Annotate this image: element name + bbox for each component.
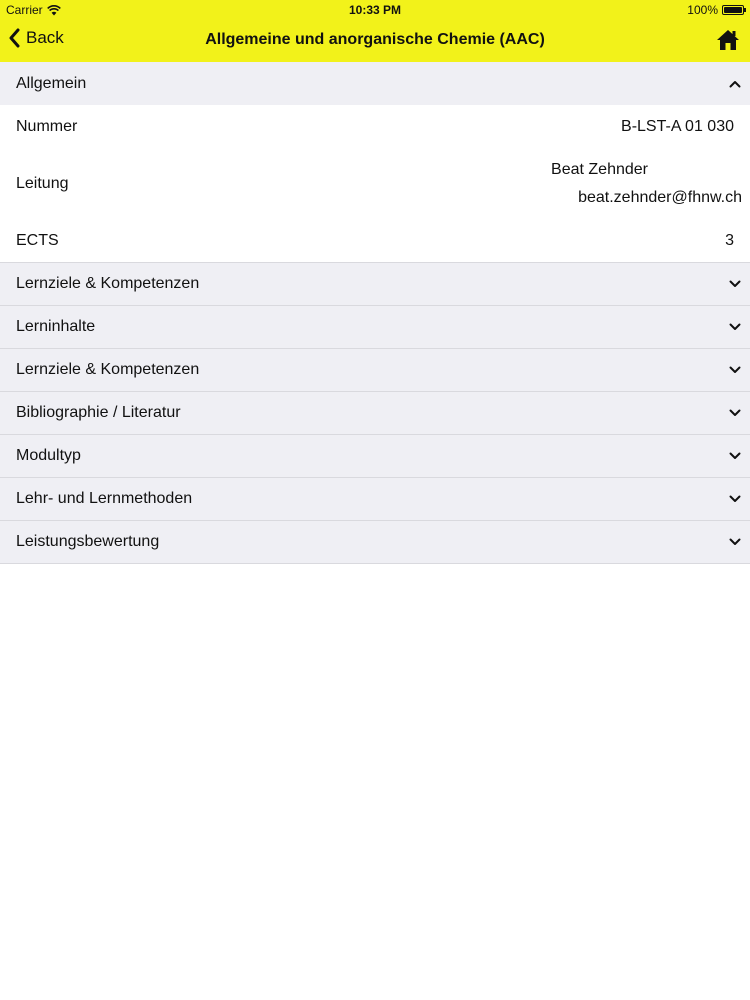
nummer-value: B-LST-A 01 030 <box>621 118 734 135</box>
ects-value: 3 <box>725 231 734 249</box>
status-time: 10:33 PM <box>348 3 402 17</box>
section-header-allgemein[interactable] <box>0 62 750 105</box>
top-bar <box>0 0 750 62</box>
section-header-leistungsbewertung[interactable] <box>0 521 750 564</box>
navigation-bar <box>0 20 750 62</box>
back-label: Back <box>26 28 64 47</box>
chevron-down-icon <box>729 280 741 288</box>
section-label: Lehr- und Lernmethoden <box>16 490 193 507</box>
section-header-lehrmethoden[interactable] <box>0 478 750 521</box>
section-label: Modultyp <box>16 447 81 464</box>
chevron-down-icon <box>729 366 741 374</box>
chevron-down-icon <box>729 452 741 460</box>
nummer-label: Nummer <box>16 118 78 135</box>
detail-row-ects <box>0 219 750 263</box>
home-icon[interactable] <box>716 28 740 52</box>
detail-row-leitung <box>0 149 750 219</box>
battery-icon <box>722 5 744 15</box>
status-right <box>687 3 744 17</box>
chevron-down-icon <box>729 409 741 417</box>
section-label: Bibliographie / Literatur <box>16 404 181 421</box>
chevron-down-icon <box>729 538 741 546</box>
chevron-down-icon <box>729 495 741 503</box>
section-header-lerninhalte[interactable] <box>0 306 750 349</box>
leitung-values <box>551 161 742 207</box>
detail-row-nummer <box>0 105 750 149</box>
section-header-bibliographie[interactable] <box>0 392 750 435</box>
chevron-down-icon <box>729 323 741 331</box>
section-label: Lernziele & Kompetenzen <box>16 275 200 292</box>
page-title: Allgemeine und anorganische Chemie (AAC) <box>205 31 545 48</box>
section-label: Allgemein <box>16 74 87 92</box>
section-label: Leistungsbewertung <box>16 533 160 550</box>
chevron-up-icon <box>729 80 741 88</box>
section-label: Lernziele & Kompetenzen <box>16 361 200 378</box>
status-bar <box>0 0 750 20</box>
ects-label: ECTS <box>16 231 59 249</box>
section-header-lernziele-2[interactable] <box>0 349 750 392</box>
section-header-modultyp[interactable] <box>0 435 750 478</box>
leitung-label: Leitung <box>16 175 69 192</box>
section-header-lernziele[interactable] <box>0 263 750 306</box>
leitung-name: Beat Zehnder <box>551 161 648 178</box>
section-label: Lerninhalte <box>16 318 96 335</box>
leitung-email[interactable]: beat.zehnder@fhnw.ch <box>578 189 742 206</box>
carrier-label: Carrier <box>6 3 43 17</box>
battery-percent: 100% <box>687 3 718 17</box>
